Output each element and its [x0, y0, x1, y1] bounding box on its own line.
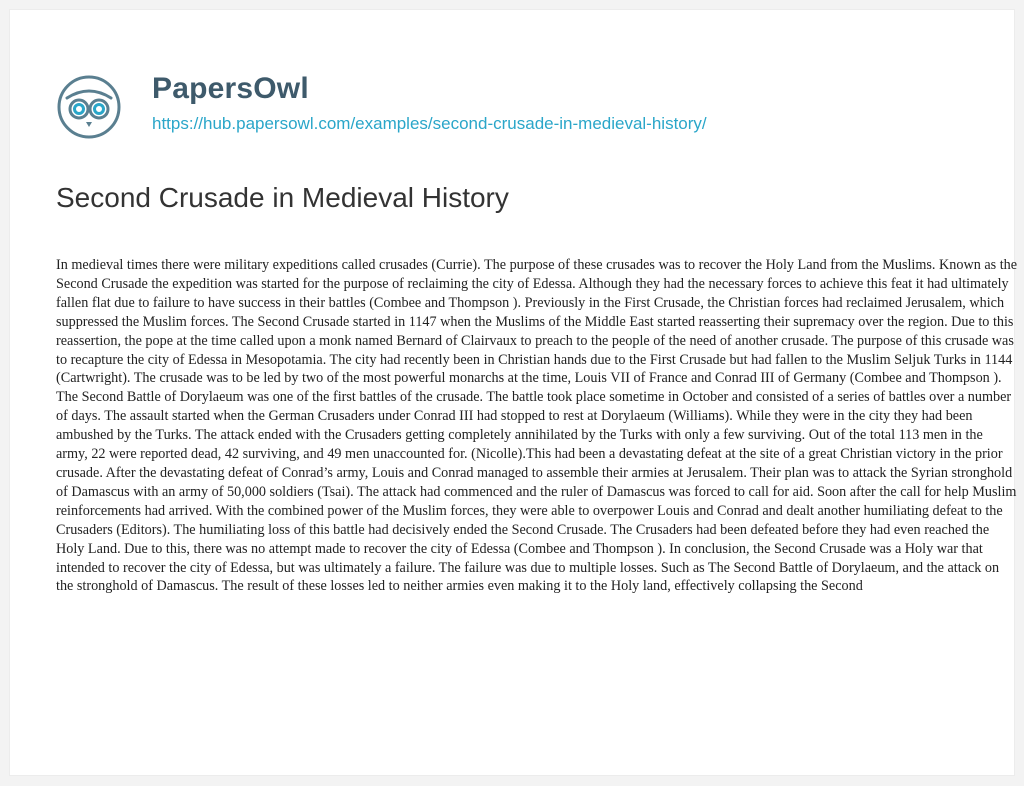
essay-body: In medieval times there were military expeditions called crusades (Currie). The purpose of these crusades was to recover the Holy Land from the Muslims. Known as the Second Crusade the expedition was started for the purpose of reclaiming the city of Edessa. Although they had the necessary forces to achieve this feat it had ultimately fallen flat due to failure to have success in their battles (Combee and Thompson ). Previously in the First Crusade, the Christian forces had reclaimed Jerusalem, which suppressed the Muslim forces. The Second Crusade started in 1147 when the Muslims of the Middle East started reasserting their supremacy over the region. Due to this reassertion, the pope at the time called upon a monk named Bernard of Clairvaux to preach to the people of the need of another crusade. The purpose of this crusade was to recapture the city of Edessa in Mesopotamia. The city had recently been in Christian hands due to the First Crusade but had fallen to the Muslim Seljuk Turks in 1144 (Cartwright). The crusade was to be led by two of the most powerful monarchs at the time, Louis VII of France and Conrad III of Germany (Combee and Thompson ). The Second Battle of Dorylaeum was one of the first battles of the crusade. The battle took place sometime in October and consisted of a series of battles over a number of days. The assault started when the German Crusaders under Conrad III had stopped to rest at Dorylaeum (Williams). While they were in the city they had been ambushed by the Turks. The attack ended with the Crusaders getting completely annihilated by the Turks with only a few surviving. Out of the total 113 men in the army, 22 were reported dead, 42 surviving, and 49 men unaccounted for. (Nicolle).This had been a devastating defeat at the site of a great Christian victory in the prior crusade. After the devastating defeat of Conrad’s army, Louis and Conrad managed to assemble their armies at Jerusalem. Their plan was to attack the Syrian stronghold of Damascus with an army of 50,000 soldiers (Tsai). The attack had commenced and the ruler of Damascus was forced to call for aid. Soon after the call for help Muslim reinforcements had arrived. With the combined power of the Muslim forces, they were able to overpower Louis and Conrad and dealt another humiliating defeat to the Crusaders (Editors). The humiliating loss of this battle had decisively ended the Second Crusade. The Crusaders had been defeated before they had even reached the Holy Land. Due to this, there was no attempt made to recover the city of Edessa (Combee and Thompson ). In conclusion, the Second Crusade was a Holy war that intended to recover the city of Edessa, but was ultimately a failure. The failure was due to multiple losses. Such as The Second Battle of Dorylaeum, and the attack on the stronghold of Damascus. The result of these losses led to neither armies even making it to the Holy land, effectively collapsing the Second — [56, 257, 1018, 595]
document-page — [9, 9, 1018, 776]
owl-logo-icon — [56, 74, 122, 140]
brand-name[interactable]: PapersOwl — [152, 72, 309, 105]
page-title: Second Crusade in Medieval History — [56, 182, 509, 213]
source-url-link[interactable]: https://hub.papersowl.com/examples/second-crusade-in-medieval-history/ — [152, 114, 707, 133]
site-header — [56, 74, 956, 144]
